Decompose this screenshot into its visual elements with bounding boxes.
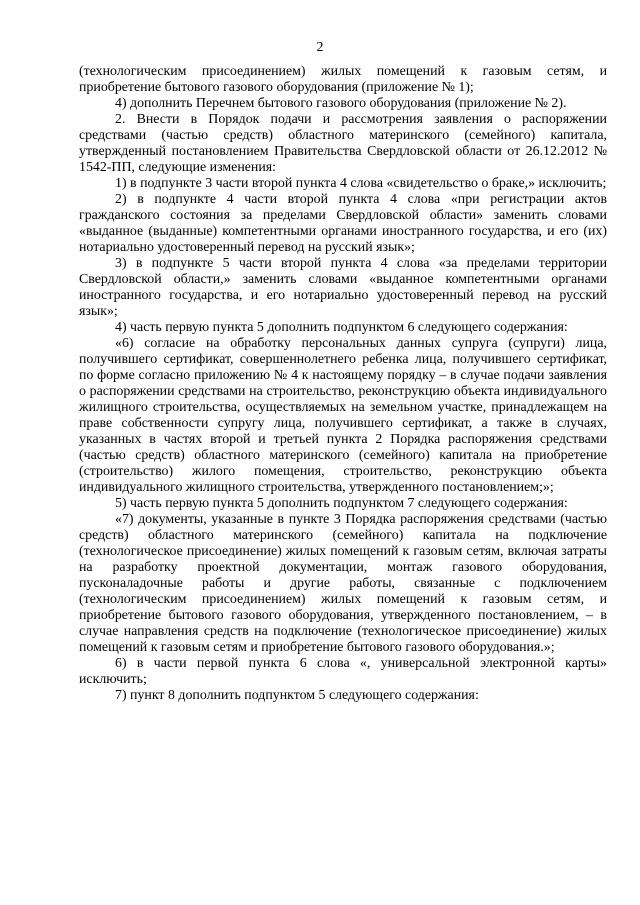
page-number: 2 <box>316 40 324 55</box>
paragraph: 2) в подпункте 4 части второй пункта 4 слова «при регистрации актов гражданского состояния за пределами Свердловской области» заменить словами «выданное (выданные) компетентными органами иностранного государства, и его (их) нотариально удостоверенный перевод на русский язык»; <box>79 192 607 255</box>
paragraph: 1) в подпункте 3 части второй пункта 4 слова «свидетельство о браке,» исключить; <box>115 176 607 191</box>
paragraph: «7) документы, указанные в пункте 3 Порядка распоряжения средствами (частью средств) областного материнского (семейного) капитала на подключение (технологическое присоединение) жилых помещений к газовым сетям, включая затраты на разработку проектной документации, монтаж газового оборудования, пусконаладочные работы и другие работы, связанные с подключением (технологическим присоединением) жилых помещений к газовым сетям, и приобретение бытового газового оборудования, утвержденного постановлением, – в случае направления средств на подключение (технологическое присоединение) жилых помещений к газовым сетям и приобретение бытового газового оборудования.»; <box>79 512 607 655</box>
paragraph: «6) согласие на обработку персональных данных супруга (супруги) лица, получившего сертификат, совершеннолетнего ребенка лица, получившего сертификат, по форме согласно приложению № 4 к настоящему порядку – в случае подачи заявления о распоряжении средствами на строительство, реконструкцию объекта индивидуального жилищного строительства, осуществляемых на земельном участке, принадлежащем на праве собственности супругу лица, получившего сертификат, а также в случаях, указанных в частях второй и третьей пункта 2 Порядка распоряжения средствами (частью средств) областного материнского (семейного) капитала на приобретение (строительство) жилого помещения, строительство, реконструкцию объекта индивидуального жилищного строительства, утвержденного постановлением;»; <box>79 336 607 495</box>
paragraph: 2. Внести в Порядок подачи и рассмотрения заявления о распоряжении средствами (частью средств) областного материнского (семейного) капитала, утвержденный постановлением Правительства Свердловской области от 26.12.2012 № 1542-ПП, следующие изменения: <box>79 112 607 175</box>
paragraph: 5) часть первую пункта 5 дополнить подпунктом 7 следующего содержания: <box>115 496 568 511</box>
paragraph: 4) дополнить Перечнем бытового газового оборудования (приложение № 2). <box>115 96 567 111</box>
paragraph: 4) часть первую пункта 5 дополнить подпунктом 6 следующего содержания: <box>115 320 568 335</box>
paragraph: 6) в части первой пункта 6 слова «, универсальной электронной карты» исключить; <box>79 656 607 687</box>
paragraph: 7) пункт 8 дополнить подпунктом 5 следующего содержания: <box>115 688 479 703</box>
paragraph: 3) в подпункте 5 части второй пункта 4 слова «за пределами территории Свердловской области,» заменить словами «выданное компетентными органами иностранного государства, и его нотариально удостоверенный перевод на русский язык»; <box>79 256 607 319</box>
document-body <box>79 64 607 704</box>
paragraph: (технологическим присоединением) жилых помещений к газовым сетям, и приобретение бытового газового оборудования (приложение № 1); <box>79 64 607 95</box>
